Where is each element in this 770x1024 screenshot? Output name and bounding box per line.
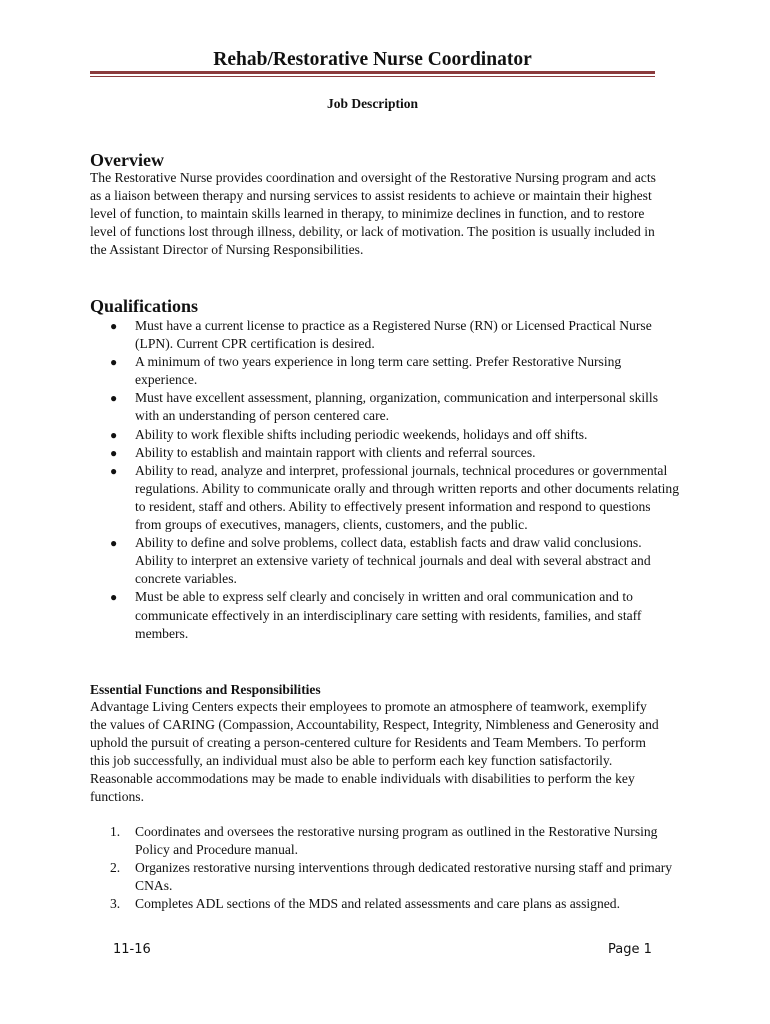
qualification-text: Ability to read, analyze and interpret, professional journals, technical procedures or governmental regulations. Ability to communicate orally and through written reports and other documents relating to resident, staff and others. Ability to effectively present information and respond to questions from groups of executives, managers, clients, customers, and the public.	[135, 462, 679, 533]
qualifications-list	[90, 317, 680, 643]
qualification-item	[90, 462, 680, 534]
qualification-text: Ability to define and solve problems, collect data, establish facts and draw valid conclusions. Ability to interpret an extensive variety of technical journals and deal with several abstract and concrete variables.	[135, 535, 651, 587]
essential-functions-list	[90, 823, 680, 913]
footer-revision: 11-16	[113, 942, 151, 957]
essential-function-item	[90, 823, 680, 859]
qualification-item	[90, 353, 680, 389]
qualification-item	[90, 317, 680, 353]
essential-heading: Essential Functions and Responsibilities	[90, 682, 321, 697]
essential-function-text: Organizes restorative nursing interventions through dedicated restorative nursing staff and primary CNAs.	[135, 860, 673, 894]
essential-text: Advantage Living Centers expects their employees to promote an atmosphere of teamwork, exemplify the values of CARING (Compassion, Accountability, Respect, Integrity, Nimbleness and Generosity and uphold the pursuit of creating a person-centered culture for Residents and Team Members. To perform this job successfully, an individual must also be able to perform each key function satisfactorily. Reasonable accommodations may be made to enable individuals with disabilities to perform the key functions.	[90, 699, 659, 805]
qualifications-heading: Qualifications	[90, 296, 199, 316]
page-subtitle: Job Description	[326, 96, 419, 111]
list-number: 1.	[110, 824, 121, 839]
bullet-icon: ●	[110, 445, 118, 460]
qualification-item	[90, 389, 680, 425]
bullet-icon: ●	[110, 590, 118, 605]
qualification-text: Must be able to express self clearly and concisely in written and oral communication and to communicate effectively in an interdisciplinary care setting with residents, families, and staff members.	[135, 589, 642, 641]
qualification-item	[90, 534, 680, 588]
qualification-item	[90, 444, 680, 462]
qualification-text: A minimum of two years experience in long term care setting. Prefer Restorative Nursing experience.	[135, 354, 622, 388]
bullet-icon: ●	[110, 355, 118, 370]
bullet-icon: ●	[110, 463, 118, 478]
qualification-text: Ability to work flexible shifts including periodic weekends, holidays and off shifts.	[135, 426, 588, 442]
qualification-item	[90, 588, 680, 642]
list-number: 3.	[110, 896, 121, 912]
bullet-icon: ●	[110, 536, 118, 551]
list-number: 2.	[110, 860, 121, 876]
bullet-icon: ●	[110, 391, 118, 406]
overview-heading: Overview	[90, 150, 164, 170]
qualification-text: Must have excellent assessment, planning, organization, communication and interpersonal skills with an understanding of person centered care.	[135, 390, 658, 424]
bullet-icon: ●	[110, 427, 118, 442]
essential-function-text: Coordinates and oversees the restorative nursing program as outlined in the Restorative Nursing Policy and Procedure manual.	[135, 824, 658, 858]
qualification-item	[90, 426, 680, 444]
overview-text: The Restorative Nurse provides coordination and oversight of the Restorative Nursing program and acts as a liaison between therapy and nursing services to assist residents to achieve or maintain their highest level of function, to maintain skills learned in therapy, to minimize declines in function, and to restore level of functions lost through illness, debility, or lack of motivation. The position is usually included in the Assistant Director of Nursing Responsibilities.	[90, 170, 656, 258]
page-title: Rehab/Restorative Nurse Coordinator	[213, 49, 532, 70]
essential-function-text: Completes ADL sections of the MDS and related assessments and care plans as assigned.	[135, 896, 620, 912]
qualification-text: Must have a current license to practice as a Registered Nurse (RN) or Licensed Practical Nurse (LPN). Current CPR certification is desired.	[135, 318, 652, 352]
essential-function-item	[90, 895, 680, 913]
qualification-text: Ability to establish and maintain rapport with clients and referral sources.	[135, 444, 536, 460]
bullet-icon: ●	[110, 319, 118, 333]
essential-function-item	[90, 859, 680, 895]
title-rule-thick	[90, 71, 655, 74]
footer-page-number: Page 1	[608, 942, 652, 957]
title-rule-thin	[90, 76, 655, 77]
